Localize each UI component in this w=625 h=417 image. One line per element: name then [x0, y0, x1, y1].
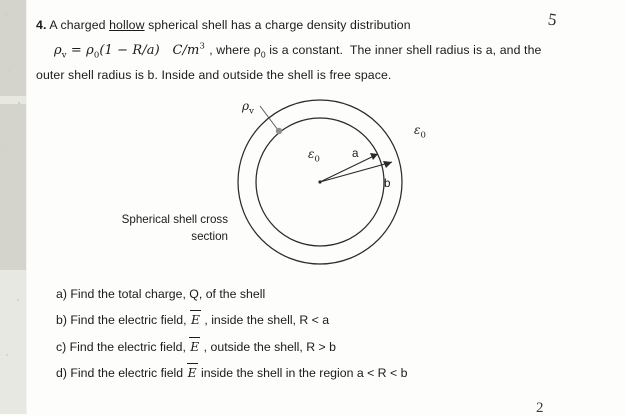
label-radius-b: b	[384, 177, 391, 190]
spherical-shell-figure	[180, 96, 480, 276]
question-b-letter: b)	[56, 313, 67, 328]
question-c-text-after: , outside the shell, R > b	[200, 339, 336, 354]
rho-v-marker-dot	[276, 128, 282, 134]
question-d-text-before: Find the electric field	[70, 365, 187, 380]
figure-caption-line2: section	[191, 229, 228, 243]
question-b-text-after: , inside the shell, R < a	[200, 313, 330, 328]
formula-line	[36, 38, 596, 64]
label-rho-v: $\rho_v$	[242, 99, 254, 117]
label-epsilon-outer: $\varepsilon_0$	[414, 123, 426, 141]
radius-a-arrowhead	[370, 153, 378, 160]
grader-mark-top: 5	[546, 9, 558, 30]
question-b-field-symbol: E	[190, 313, 200, 328]
question-list	[56, 288, 596, 393]
question-d-field-symbol: E	[187, 365, 197, 380]
figure-caption	[108, 212, 228, 246]
label-epsilon-inner: $\varepsilon_0$	[308, 147, 320, 165]
grader-mark-bottom: 2	[536, 400, 544, 416]
question-a	[56, 288, 596, 300]
stem-text-line3: outer shell radius is b. Inside and outside the shell is free space.	[36, 68, 392, 83]
question-c-text-before: Find the electric field,	[69, 339, 190, 354]
stem-text-post: spherical shell has a charge density distribution	[144, 18, 411, 32]
question-d	[56, 367, 596, 379]
problem-number: 4.	[36, 18, 47, 32]
figure-drawing	[180, 96, 480, 276]
question-c-field-symbol: E	[190, 339, 200, 354]
stem-underlined-word: hollow	[109, 18, 145, 32]
question-a-letter: a)	[56, 287, 67, 301]
question-b-text-before: Find the electric field,	[70, 313, 190, 328]
scan-edge-band-upper	[0, 0, 26, 96]
stem-text-pre: A charged	[49, 18, 110, 32]
question-c-letter: c)	[56, 339, 67, 354]
scan-edge-band-lower	[0, 104, 26, 270]
charge-density-formula: $\rho_v = \rho_0(1 - R/a)$ $C/m^3$	[54, 41, 205, 61]
rho-v-leader-line	[260, 106, 278, 130]
question-c	[56, 341, 596, 353]
question-d-text-after: inside the shell in the region a < R < b	[197, 365, 408, 380]
question-a-text: Find the total charge, Q, of the shell	[70, 287, 266, 301]
problem-statement	[36, 14, 596, 88]
label-radius-a: a	[352, 147, 359, 160]
question-d-letter: d)	[56, 365, 67, 380]
stem-text-after-formula: , where $\rho_0$ is a constant. The inner shell radius is a, and the	[209, 42, 542, 60]
question-b	[56, 314, 596, 326]
figure-caption-line1: Spherical shell cross	[121, 213, 228, 226]
